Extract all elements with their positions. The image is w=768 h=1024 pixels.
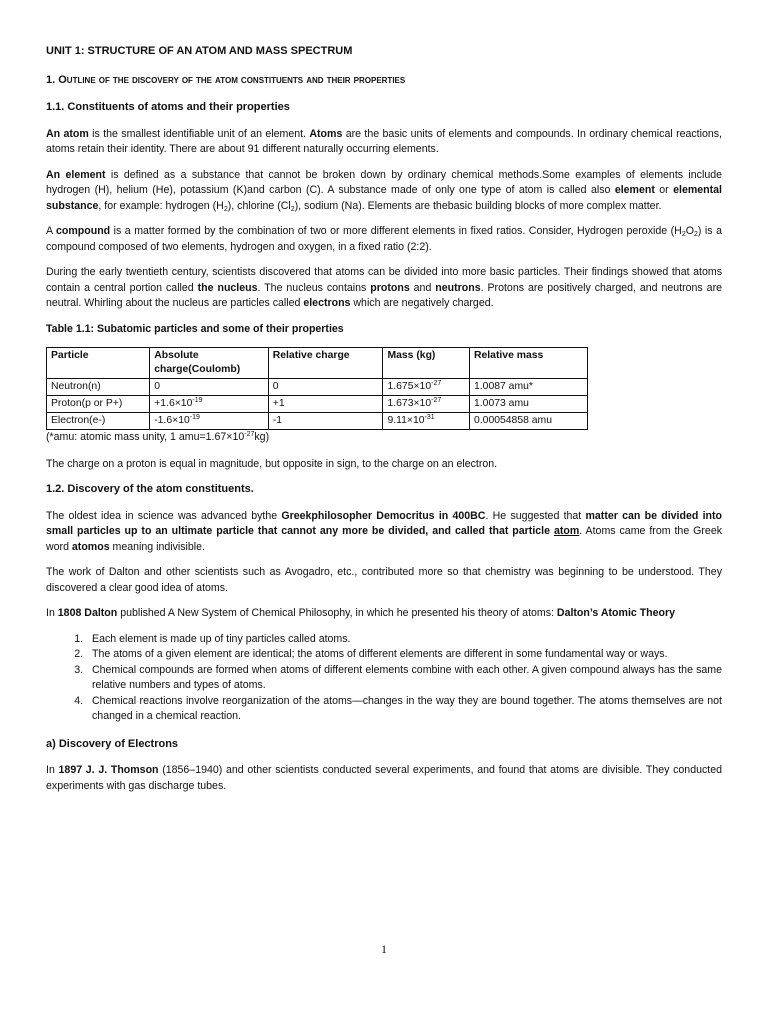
section-heading-1-1: 1.1. Constituents of atoms and their properties [46, 101, 290, 113]
paragraph-dalton-work: The work of Dalton and other scientists such as Avogadro, etc., contributed more so that chemistry was beginning to be understood. They discovered a clear good idea of atoms. [46, 566, 722, 594]
list-item: 4. Chemical reactions involve reorganization of the atoms—changes in the way they are bound together. The atoms themselves are not changed in a chemical reaction. [86, 694, 722, 725]
relative-charge-cell: -1 [268, 413, 383, 430]
table-footnote: (*amu: atomic mass unity, 1 $amu=1.67\times 10^{-27}kg$) [46, 431, 270, 443]
paragraph-dalton-1808: In 1808 Dalton published A New System of Chemical Philosophy, in which he presented his theory of atoms: Dalton’s Atomic Theory [46, 607, 676, 619]
particle-cell: Neutron(n) [47, 379, 150, 396]
relative-charge-cell: +1 [268, 396, 383, 413]
relative-mass-cell: 1.0087 amu* [470, 379, 588, 396]
mass-cell: $1.675\times 10^{-27}$ [383, 379, 470, 396]
table-caption: Table 1.1: Subatomic particles and some of their properties [46, 322, 344, 335]
table-row [47, 379, 588, 396]
subatomic-particles-table [46, 347, 588, 430]
table-row [47, 396, 588, 413]
particle-cell: Electron(e-) [47, 413, 150, 430]
paragraph-democritus: The oldest idea in science was advanced bythe Greekphilosopher Democritus in 400BC. He suggested that matter can be divided into small particles up to an ultimate particle that cannot any more be divided, and called that particle atom. Atoms came from the Greek word atomos meaning indivisible. [46, 509, 723, 553]
paragraph-nucleus: During the early twentieth century, scientists discovered that atoms can be divided into more basic particles. Their findings showed that atoms contain a central portion called the nucleus. The nucleus contains protons and neutrons. Protons are positively charged, and neutrons are neutral. Whirling about the nucleus are particles called electrons which are negatively charged. [46, 266, 722, 309]
paragraph-charge: The charge on a proton is equal in magnitude, but opposite in sign, to the charge on an electron. [46, 457, 498, 470]
page-number: 1 [381, 942, 387, 956]
mass-cell: $1.673\times 10^{-27}$ [383, 396, 470, 413]
column-header: Relative charge [268, 348, 383, 379]
absolute-charge-cell: $-1.6\times 10^{-19}$ [150, 413, 269, 430]
particle-cell: Proton(p or P+) [47, 396, 150, 413]
column-header: Mass (kg) [383, 348, 470, 379]
paragraph-element: An element is defined as a substance that cannot be broken down by ordinary chemical methods.Some examples of elements include hydrogen (H), helium (He), potassium (K)and carbon (C). A substance made of only one type of atom is called also element or elemental substance, for example: hydrogen $(H_2)$, chlorine $(Cl_2)$, sodium (Na). Elements are thebasic building blocks of more complex matter. [46, 168, 722, 213]
table-row [47, 413, 588, 430]
column-header: Relative mass [470, 348, 588, 379]
absolute-charge-cell: 0 [150, 379, 269, 396]
absolute-charge-cell: $+1.6\times 10^{-19}$ [150, 396, 269, 413]
relative-charge-cell: 0 [268, 379, 383, 396]
dalton-theory-list [46, 632, 722, 725]
section-heading-electrons: a) Discovery of Electrons [46, 737, 179, 750]
paragraph-atom: An atom is the smallest identifiable unit of an element. Atoms are the basic units of elements and compounds. In ordinary chemical reactions, atoms retain their identity. There are about 91 different naturally occurring elements. [46, 127, 723, 155]
list-item: 3. Chemical compounds are formed when atoms of different elements combine with each other. A given compound always has the same relative numbers and types of atoms. [86, 663, 722, 694]
section-heading-1-2: 1.2. Discovery of the atom constituents. [46, 483, 254, 495]
column-header: Absolute charge(Coulomb) [150, 348, 269, 379]
column-header: Particle [47, 348, 150, 379]
list-item: 1. Each element is made up of tiny particles called atoms. [86, 632, 722, 648]
relative-mass-cell: 0.00054858 amu [470, 413, 588, 430]
paragraph-thomson: In 1897 J. J. Thomson (1856–1940) and other scientists conducted several experiments, and found that atoms are divisible. They conducted experiments with gas discharge tubes. [46, 764, 722, 792]
unit-title: UNIT 1: STRUCTURE OF AN ATOM AND MASS SPECTRUM [46, 45, 353, 57]
relative-mass-cell: 1.0073 amu [470, 396, 588, 413]
paragraph-compound: A compound is a matter formed by the combination of two or more different elements in fixed ratios. Consider, Hydrogen peroxide $(H_2O_2)$ is a compound composed of two elements, hydrogen and oxygen, in a fixed ratio (2:2). [46, 225, 722, 253]
list-item: 2. The atoms of a given element are identical; the atoms of different elements are different in some fundamental way or ways. [86, 647, 722, 663]
table-header-row [47, 348, 588, 379]
outline-heading: 1. Outline of the discovery of the atom constituents and their properties [46, 73, 406, 86]
mass-cell: $9.11\times 10^{-31}$ [383, 413, 470, 430]
